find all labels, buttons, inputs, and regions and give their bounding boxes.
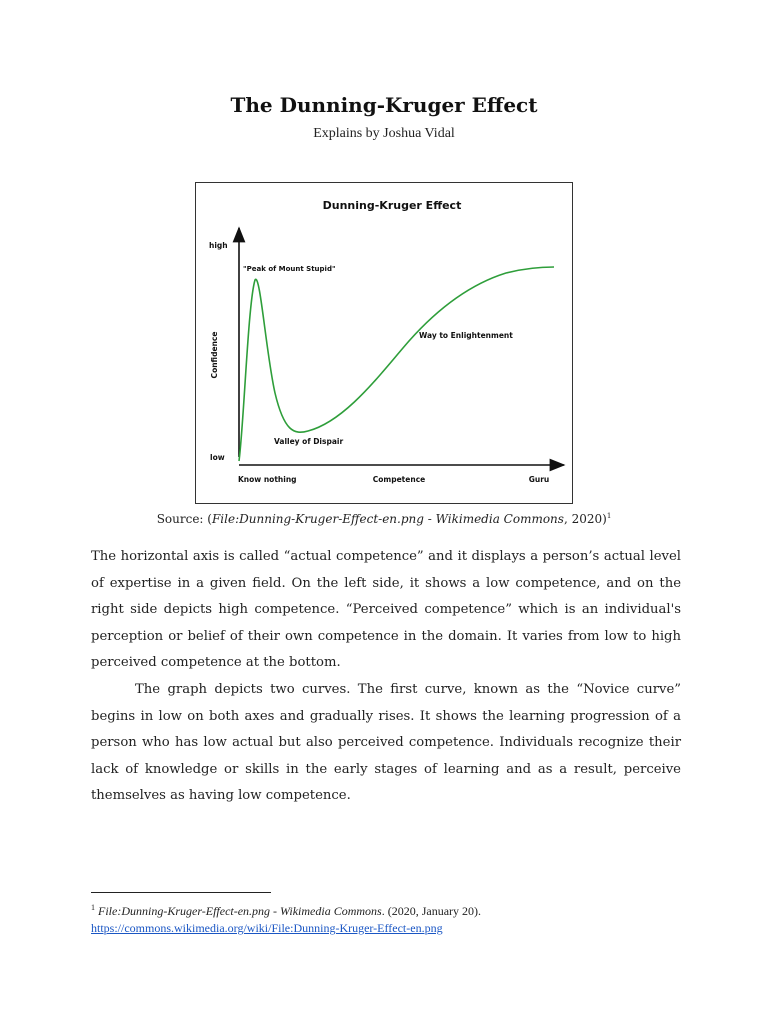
dunning-kruger-chart [196, 183, 572, 503]
caption-source-title: File:Dunning-Kruger-Effect-en.png - Wikimedia Commons [211, 512, 564, 526]
document-subtitle: Explains by Joshua Vidal [313, 126, 455, 141]
confidence-curve [239, 267, 554, 461]
annotation-valley-of-dispair: Valley of Dispair [274, 437, 344, 446]
x-axis-label: Competence [372, 475, 426, 484]
x-tick-guru: Guru [528, 475, 550, 484]
footnote-source-title: File:Dunning-Kruger-Effect-en.png - Wikimedia Commons [98, 904, 382, 918]
y-axis-label: Confidence [210, 331, 219, 379]
caption-footnote-marker: 1 [606, 512, 612, 520]
chart-title: Dunning-Kruger Effect [322, 199, 462, 212]
caption-prefix: Source: ( [156, 512, 212, 526]
footnote-link[interactable]: https://commons.wikimedia.org/wiki/File:Dunning-Kruger-Effect-en.png [91, 921, 443, 935]
chart-figure [195, 182, 573, 504]
footnote-date: . (2020, January 20). [381, 904, 482, 918]
annotation-way-to-enlightenment: Way to Enlightenment [419, 331, 513, 340]
x-tick-know-nothing: Know nothing [238, 475, 297, 484]
footnote [91, 899, 691, 937]
document-title: The Dunning-Kruger Effect [230, 93, 538, 117]
caption-suffix: , 2020) [563, 512, 607, 526]
body-paragraph-2: The graph depicts two curves. The first curve, known as the “Novice curve” begins in low on both axes and gradually rises. It shows the learning progression of a person who has low actual but also perceived competence. Individuals recognize their lack of knowledge or skills in the early stages of learning and as a result, perceive themselves as having low competence. [91, 682, 681, 804]
annotation-peak-of-mount-stupid: "Peak of Mount Stupid" [243, 265, 336, 273]
figure-caption [0, 512, 768, 526]
footnote-divider [91, 892, 271, 893]
footnote-marker: 1 [91, 903, 95, 912]
y-tick-low: low [210, 453, 225, 462]
y-tick-high: high [209, 241, 228, 250]
body-paragraph-1: The horizontal axis is called “actual competence” and it displays a person’s actual level of expertise in a given field. On the left side, it shows a low competence, and on the right side depicts high competence. “Perceived competence” which is an individual's perception or belief of their own competence in the domain. It varies from low to high perceived competence at the bottom. [91, 549, 681, 671]
